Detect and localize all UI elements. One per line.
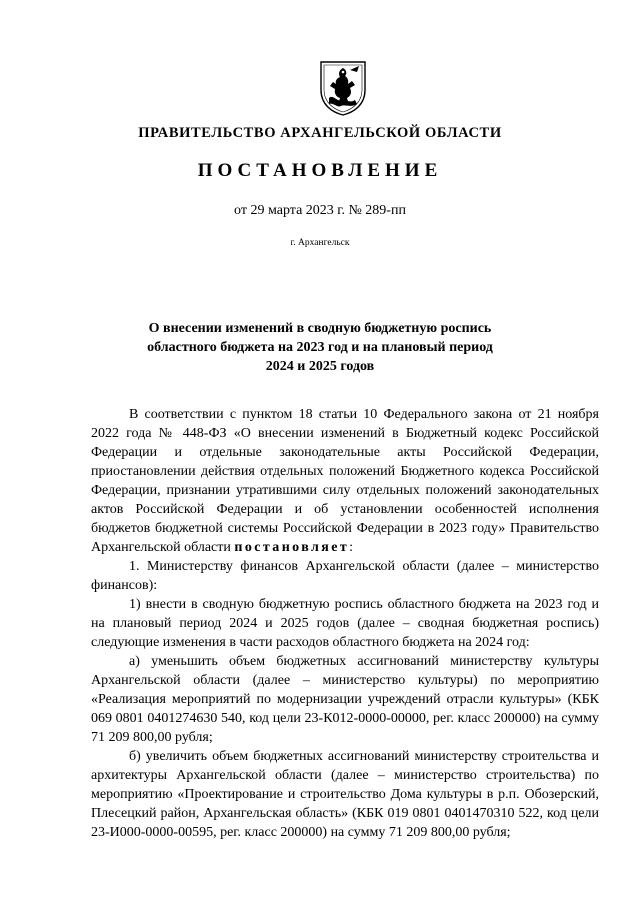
preamble-end: : bbox=[349, 540, 354, 555]
document-date-number: от 29 марта 2023 г. № 289-пп bbox=[234, 203, 406, 218]
item-b-paragraph: б) увеличить объем бюджетных ассигнований министерству строительства и архитектуры Архангельской области (далее – министерство строительства) по мероприятию «Проектирование и строительство Дома культуры в р.п. Обозерский, Плесецкий район, Архангельская область» (КБК 019 0801 0401470310 522, код цели 23-И000-0000-00595, рег. класс 200000) на сумму 71 209 800,00 рубля; bbox=[91, 749, 599, 840]
subject-line: О внесении изменений в сводную бюджетную роспись bbox=[148, 321, 492, 336]
preamble-paragraph bbox=[91, 405, 599, 557]
item-1-1-paragraph: 1) внести в сводную бюджетную роспись областного бюджета на 2023 год и на плановый период 2024 и 2025 годов (далее – сводная бюджетная роспись) следующие изменения в части расходов областного бюджета на 2024 год: bbox=[91, 597, 599, 650]
document-type-title: ПОСТАНОВЛЕНИЕ bbox=[197, 160, 443, 181]
preamble-text: В соответствии с пунктом 18 статьи 10 Федерального закона от 21 ноября 2022 года № 448-ФЗ «О внесении изменений в Бюджетный кодекс Российской Федерации и отдельные законодательные акты Российской Федерации, приостановлении действия отдельных положений Бюджетного кодекса Российской Федерации, признании утратившими силу отдельных положений законодательных актов Российской Федерации и об установлении особенностей исполнения бюджетов бюджетной системы Российской Федерации в 2023 году» Правительство Архангельской области bbox=[91, 407, 599, 555]
document-city: г. Архангельск bbox=[290, 238, 350, 248]
subject-line: 2024 и 2025 годов bbox=[265, 359, 375, 374]
document-subject bbox=[130, 319, 510, 376]
resolves-word: постановляет bbox=[234, 540, 350, 555]
coat-of-arms-icon bbox=[317, 60, 369, 116]
item-a-paragraph: а) уменьшить объем бюджетных ассигнований министерству культуры Архангельской области (далее – министерство культуры) по мероприятию «Реализация мероприятий по модернизации учреждений отрасли культуры» (КБК 069 0801 0401274630 540, код цели 23-К012-0000-00000, рег. класс 200000) на сумму 71 209 800,00 рубля; bbox=[91, 654, 599, 745]
government-name: ПРАВИТЕЛЬСТВО АРХАНГЕЛЬСКОЙ ОБЛАСТИ bbox=[138, 125, 502, 141]
item-1-paragraph: 1. Министерству финансов Архангельской области (далее – министерство финансов): bbox=[91, 559, 599, 593]
document-body bbox=[91, 405, 599, 842]
subject-line: областного бюджета на 2023 год и на плановый период bbox=[147, 340, 493, 355]
